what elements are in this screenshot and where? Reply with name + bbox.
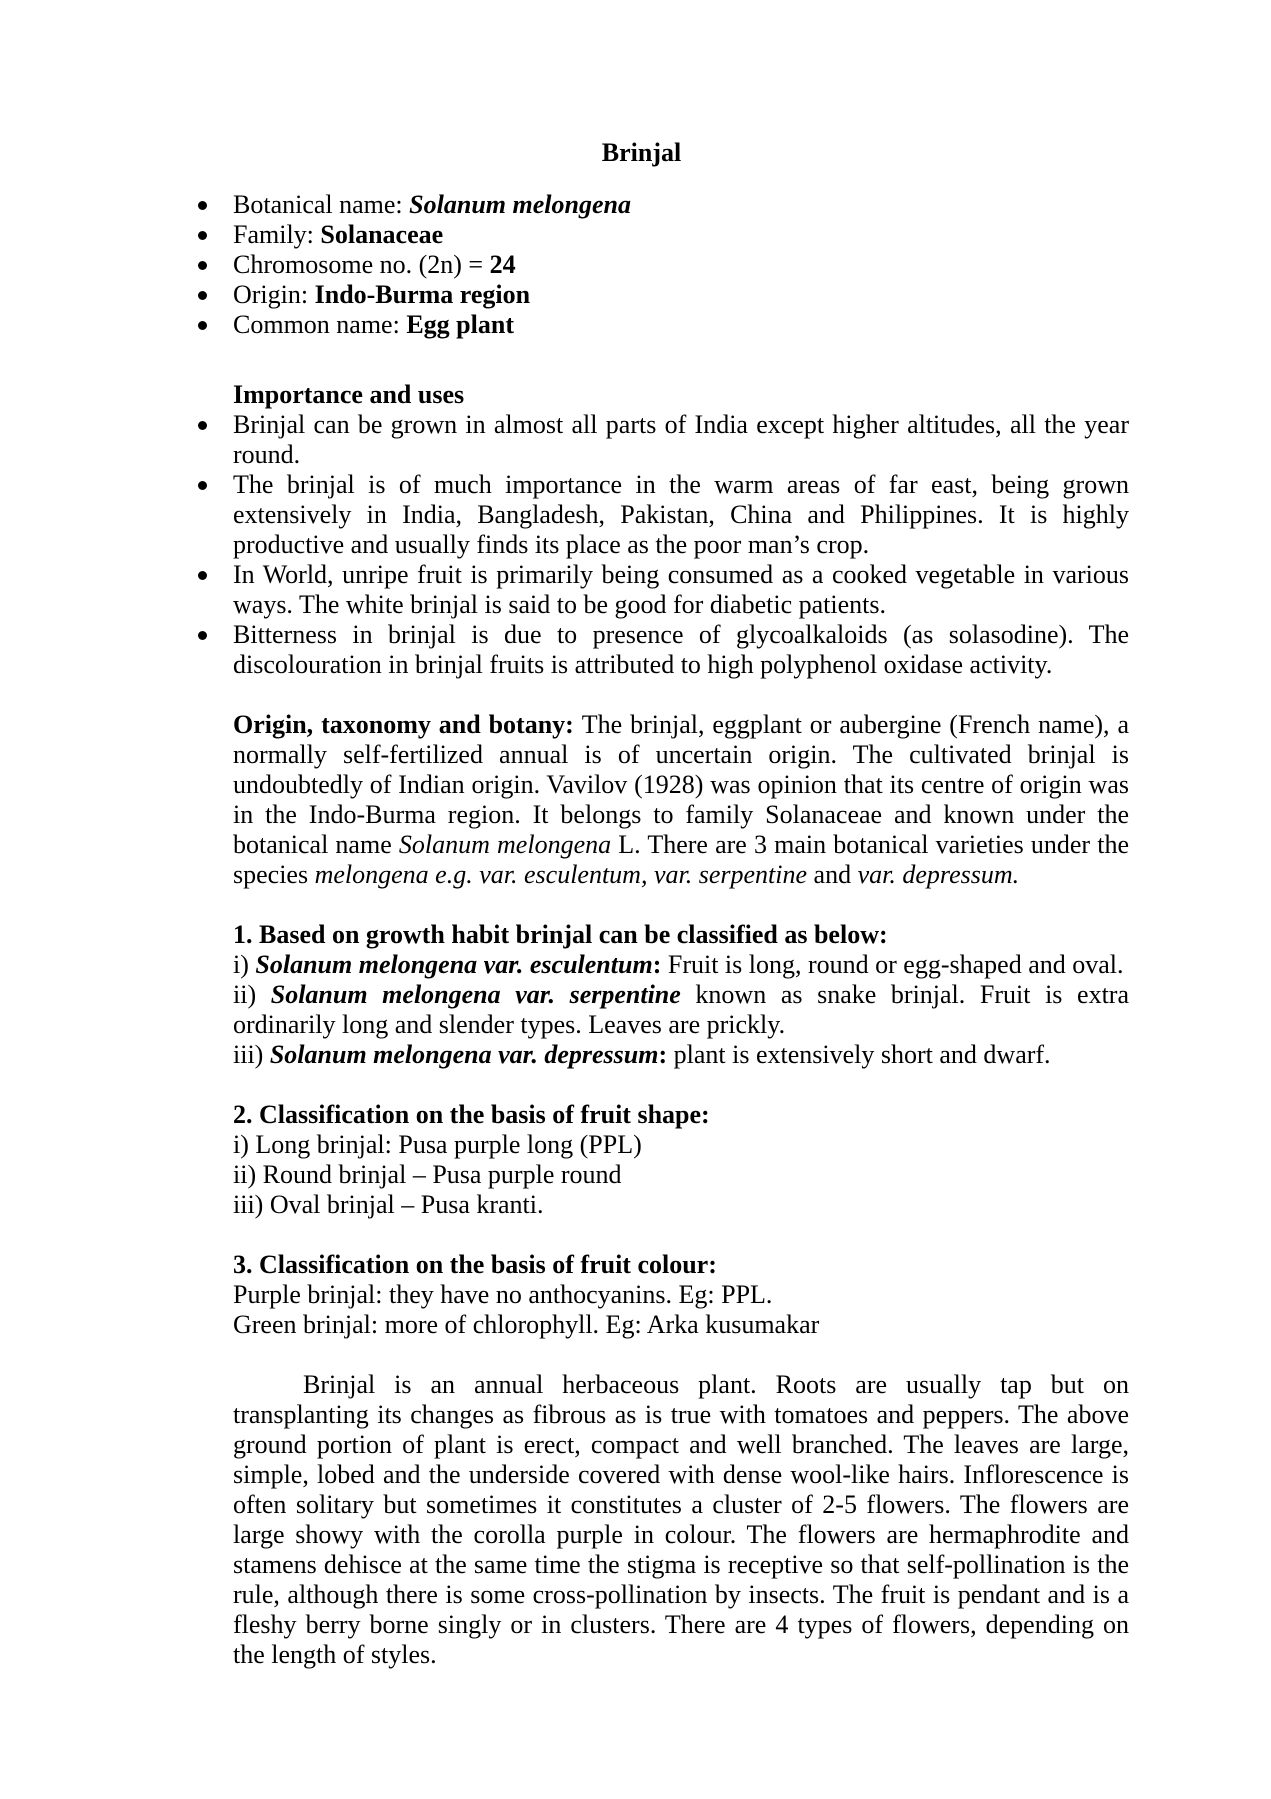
text-run: 1. Based on growth habit brinjal can be classified as below:	[233, 920, 888, 949]
text-run: Chromosome no. (2n) =	[233, 250, 490, 279]
section-heading	[233, 1100, 1129, 1130]
bullet-icon	[198, 201, 207, 210]
bullet-item	[233, 470, 1129, 560]
text-run: Green brinjal: more of chlorophyll. Eg: Arka kusumakar	[233, 1310, 820, 1339]
paragraph	[233, 1280, 1129, 1310]
bullet-item	[233, 250, 1129, 280]
bullet-icon	[198, 231, 207, 240]
spacer	[154, 1220, 1129, 1250]
paragraph	[233, 1310, 1129, 1340]
text-run: Importance and uses	[233, 380, 465, 409]
text-run: Indo-Burma region	[314, 280, 531, 309]
bullet-item	[233, 190, 1129, 220]
text-run: Family:	[233, 220, 321, 249]
text-run: Common name:	[233, 310, 407, 339]
text-run: Solanum melongena	[398, 830, 612, 859]
text-run: iii) Oval brinjal – Pusa kranti.	[233, 1190, 544, 1219]
spacer	[154, 680, 1129, 710]
bullet-list	[154, 410, 1129, 680]
text-run: L. There are 3 main botanical varieties under the species	[233, 830, 1129, 889]
text-run: i)	[233, 950, 256, 979]
text-run: Solanum melongena var. depressum	[269, 1040, 659, 1069]
text-run: plant is extensively short and dwarf.	[667, 1040, 1051, 1069]
text-run: Solanaceae	[320, 220, 444, 249]
doc-title	[154, 138, 1129, 168]
paragraph	[233, 1370, 1129, 1670]
paragraph	[233, 1190, 1129, 1220]
bullet-icon	[198, 291, 207, 300]
bullet-icon	[198, 571, 207, 580]
text-run: 24	[489, 250, 516, 279]
bullet-item	[233, 310, 1129, 340]
document-content	[154, 138, 1129, 1670]
text-run: Solanum melongena var. serpentine	[270, 980, 681, 1009]
spacer	[154, 890, 1129, 920]
text-run: var. depressum.	[857, 860, 1020, 889]
spacer	[154, 340, 1129, 380]
bullet-icon	[198, 421, 207, 430]
text-run: Brinjal is an annual herbaceous plant. Roots are usually tap but on transplanting its changes as fibrous as is true with tomatoes and peppers. The above ground portion of plant is erect, compact and well branched. The leaves are large, simple, lobed and the underside covered with dense wool-like hairs. Inflorescence is often solitary but sometimes it constitutes a cluster of 2-5 flowers. The flowers are large showy with the corolla purple in colour. The flowers are hermaphrodite and stamens dehisce at the same time the stigma is receptive so that self-pollination is the rule, although there is some cross-pollination by insects. The fruit is pendant and is a fleshy berry borne singly or in clusters. There are 4 types of flowers, depending on the length of styles.	[233, 1370, 1129, 1669]
text-run: Egg plant	[406, 310, 514, 339]
text-run: and	[807, 860, 858, 889]
paragraph	[233, 1040, 1129, 1070]
text-run: melongena e.g. var. esculentum, var. serpentine	[314, 860, 808, 889]
bullet-item	[233, 220, 1129, 250]
text-run: Brinjal can be grown in almost all parts of India except higher altitudes, all the year round.	[233, 410, 1129, 469]
spacer	[154, 1070, 1129, 1100]
text-run: :	[658, 1040, 668, 1069]
section-heading	[233, 920, 1129, 950]
text-run: In World, unripe fruit is primarily being consumed as a cooked vegetable in various ways. The white brinjal is said to be good for diabetic patients.	[233, 560, 1129, 619]
text-run: ii) Round brinjal – Pusa purple round	[233, 1160, 622, 1189]
text-run: iii)	[233, 1040, 270, 1069]
text-run: The brinjal, eggplant or aubergine (French name), a normally self-fertilized annual is of uncertain origin. The cultivated brinjal is undoubtedly of Indian origin. Vavilov (1928) was opinion that its centre of origin was in the Indo-Burma region. It belongs to family Solanaceae and known under the botanical name	[233, 710, 1129, 859]
text-run: Botanical name:	[233, 190, 410, 219]
text-run: Fruit is long, round or egg-shaped and oval.	[661, 950, 1124, 979]
text-run: Brinjal	[601, 138, 682, 167]
bullet-item	[233, 620, 1129, 680]
bullet-item	[233, 560, 1129, 620]
text-run: Solanum melongena	[409, 190, 631, 219]
text-run: Origin, taxonomy and botany:	[233, 710, 582, 739]
bullet-icon	[198, 631, 207, 640]
section-heading	[233, 1250, 1129, 1280]
bullet-item	[233, 280, 1129, 310]
bullet-list	[154, 190, 1129, 340]
spacer	[154, 1340, 1129, 1370]
paragraph	[233, 710, 1129, 890]
text-run: known as snake brinjal. Fruit is extra ordinarily long and slender types. Leaves are prickly.	[233, 980, 1129, 1039]
bullet-icon	[198, 481, 207, 490]
bullet-icon	[198, 321, 207, 330]
bullet-item	[233, 410, 1129, 470]
text-run: Bitterness in brinjal is due to presence of glycoalkaloids (as solasodine). The discolouration in brinjal fruits is attributed to high polyphenol oxidase activity.	[233, 620, 1129, 679]
paragraph	[233, 1160, 1129, 1190]
text-run: Solanum melongena var. esculentum	[255, 950, 653, 979]
text-run: ii)	[233, 980, 271, 1009]
text-run: The brinjal is of much importance in the warm areas of far east, being grown extensively in India, Bangladesh, Pakistan, China and Philippines. It is highly productive and usually finds its place as the poor man’s crop.	[233, 470, 1129, 559]
text-run: Purple brinjal: they have no anthocyanins. Eg: PPL.	[233, 1280, 773, 1309]
text-run: :	[652, 950, 662, 979]
text-run: i) Long brinjal: Pusa purple long (PPL)	[233, 1130, 642, 1159]
text-run: 3. Classification on the basis of fruit colour:	[233, 1250, 717, 1279]
paragraph	[233, 980, 1129, 1040]
section-heading	[233, 380, 1129, 410]
paragraph	[233, 950, 1129, 980]
paragraph	[233, 1130, 1129, 1160]
bullet-icon	[198, 261, 207, 270]
text-run: Origin:	[233, 280, 315, 309]
text-run: 2. Classification on the basis of fruit shape:	[233, 1100, 710, 1129]
